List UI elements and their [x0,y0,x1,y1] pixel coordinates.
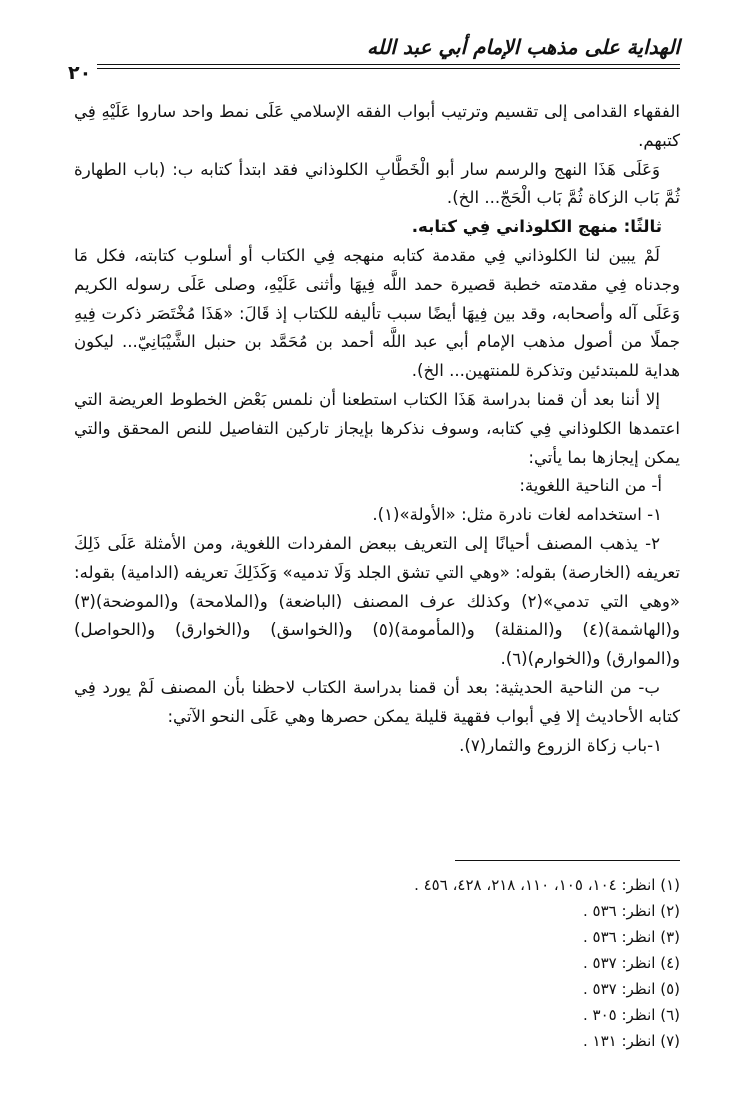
header-divider [62,64,680,69]
footnote: (٧) انظر: ١٣١ . [582,1032,680,1050]
page-number: ٢٠ [62,62,97,84]
paragraph: وَعَلَى هَذَا النهج والرسم سار أبو الْخَطَّابِ الكلوذاني فقد ابتدأ كتابه ب: (باب الطهارة ثُمَّ بَاب الزكاة ثُمَّ بَاب الْحَجّ... الخ). [74,159,680,208]
running-header [62,34,680,84]
subheading: أ- من الناحية اللغوية: [519,476,662,496]
running-title: الهداية على مذهب الإمام أبي عبد الله [366,35,680,59]
footnote: (٢) انظر: ٥٣٦ . [582,902,680,920]
section-heading: ثالثًا: منهج الكلوذاني فِي كتابه. [411,217,662,237]
paragraph: ب- من الناحية الحديثية: بعد أن قمنا بدراسة الكتاب لاحظنا بأن المصنف لَمْ يورد فِي كتابه الأحاديث إلا فِي أبواب فقهية قليلة يمكن حصرها وهي عَلَى النحو الآتي: [74,677,680,726]
list-item: ١- استخدامه لغات نادرة مثل: «الأولة»(١). [372,505,662,525]
paragraph: الفقهاء القدامى إلى تقسيم وترتيب أبواب الفقه الإسلامي عَلَى نمط واحد ساروا عَلَيْهِ فِي كتبهم. [74,102,680,150]
main-text [74,98,680,760]
footnote: (٤) انظر: ٥٣٧ . [582,954,680,972]
paragraph: إلا أننا بعد أن قمنا بدراسة هَذَا الكتاب استطعنا أن نلمس بَعْض الخطوط العريضة التي اعتمدها الكلوذاني فِي كتابه، وسوف نذكرها بإيجاز تاركين التفاصيل للنص المحقق والتي يمكن إيجازها بما يأتي: [74,389,680,467]
paragraph: لَمْ يبين لنا الكلوذاني فِي مقدمة كتابه منهجه فِي الكتاب أو أسلوب كتابته، فكل مَا وجدناه فِي مقدمته خطبة قصيرة حمد اللَّه فِيهَا وأثنى عَلَيْهِ، وصلى عَلَى رسوله الكريم وَعَلَى آله وأصحابه، وقد بين فِيهَا أيضًا سبب تأليفه للكتاب إذ قَالَ: «هَذَا مُخْتَصَر ذكرت فِيهِ جملًا من أصول مذهب الإمام أبي عبد اللَّه أحمد بن مُحَمَّد بن حنبل الشَّيْبَانِيّ... ليكون هداية للمبتدئين وتذكرة للمنتهين... الخ). [74,245,680,381]
footnotes [80,872,680,1054]
footnote: (٣) انظر: ٥٣٦ . [582,928,680,946]
footnote: (٦) انظر: ٣٠٥ . [582,1006,680,1024]
footnote: (٥) انظر: ٥٣٧ . [582,980,680,998]
list-item: ٢- يذهب المصنف أحيانًا إلى التعريف ببعض المفردات اللغوية، ومن الأمثلة عَلَى ذَلِكَ تعريفه (الخارصة) بقوله: «وهي التي تشق الجلد وَلَا تدميه» وَكَذَلِكَ تعريفه (الدامية) بقوله: «وهي التي تدمي»(٢) وكذلك عرف المصنف (الباضعة) و(الملامحة) و(الموضحة)(٣) و(الهاشمة)(٤) و(المنقلة) و(المأمومة)(٥) و(الخواسق) و(الخوارق) و(الحواصل) و(الموارق) و(الخوارم)(٦). [74,533,680,669]
list-item: ١-باب زكاة الزروع والثمار(٧). [459,735,662,755]
footnote: (١) انظر: ١٠٤، ١٠٥، ١١٠، ٢١٨، ٤٢٨، ٤٥٦ . [414,876,680,894]
footnote-divider [455,860,680,861]
